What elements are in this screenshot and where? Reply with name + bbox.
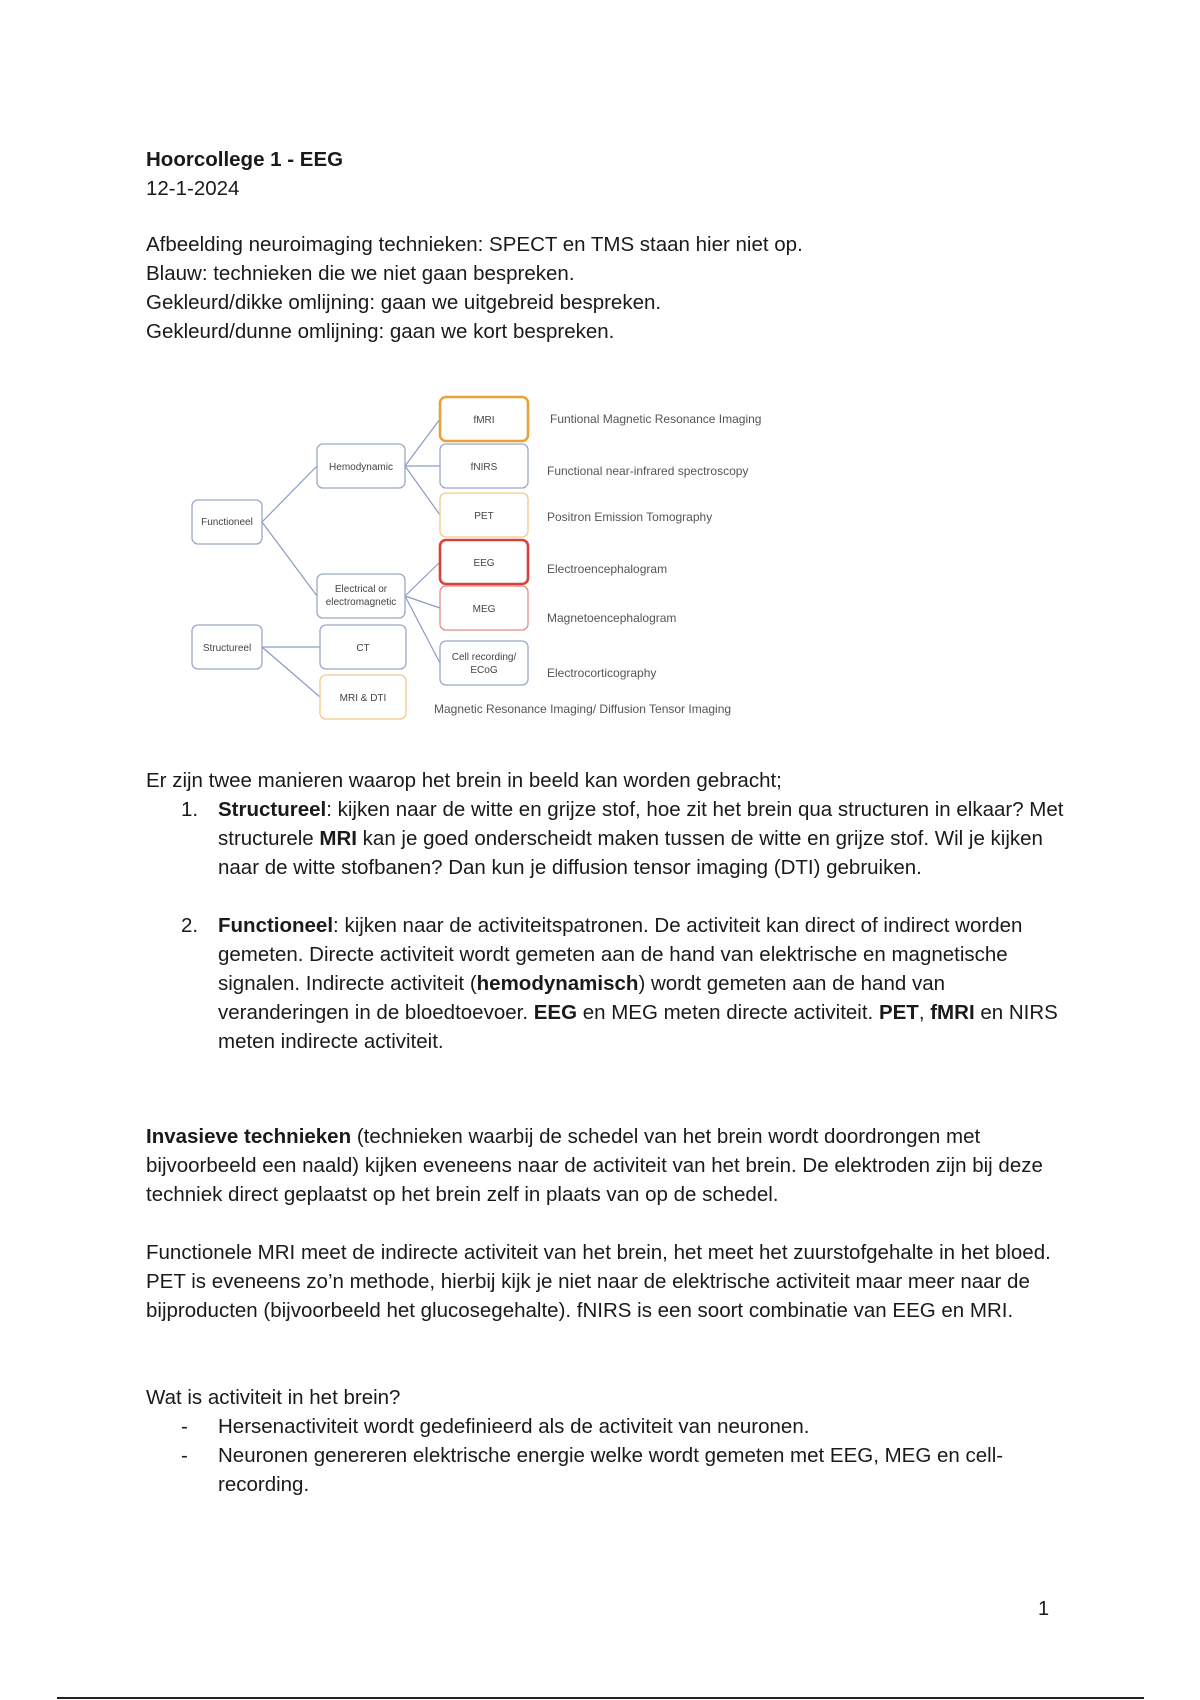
connector-functioneel-hemodynamic (262, 466, 317, 522)
node-meg-label: MEG (472, 604, 496, 615)
method-item-structureel (181, 795, 1066, 882)
desc-mri-dti: Magnetic Resonance Imaging/ Diffusion Tensor Imaging (434, 702, 732, 716)
item2-text-e: en NIRS meten indirecte activiteit. (218, 1001, 1058, 1053)
node-hemodynamic-label: Hemodynamic (329, 462, 393, 473)
node-fnirs-label: fNIRS (470, 462, 498, 473)
term-functioneel: Functioneel (218, 914, 334, 937)
connector-structureel-mri (262, 647, 320, 697)
node-cell-label-2: ECoG (470, 665, 498, 676)
node-ct-label: CT (356, 643, 370, 654)
node-functioneel-label: Functioneel (201, 517, 253, 528)
fmri-paragraph: Functionele MRI meet de indirecte activiteit van het brein, het meet het zuurstofgehalte in het bloed. PET is eveneens zo’n methode, hierbij kijk je niet naar de elektrische activiteit maar meer naar de bijproducten (bijvoorbeeld het glucosegehalte). fNIRS is een soort combinatie van EEG en MRI. (146, 1241, 1051, 1322)
dash-bullet: - (181, 1444, 188, 1467)
item1-text-a: : kijken naar de witte en grijze stof, hoe zit het brein qua structuren in elkaar? Met structurele (218, 798, 1064, 850)
page-title: Hoorcollege 1 - EEG (146, 148, 344, 171)
desc-fnirs: Functional near-infrared spectroscopy (547, 464, 749, 478)
intro-line-4: Gekleurd/dunne omlijning: gaan we kort bespreken. (146, 320, 615, 343)
bottom-divider (57, 1697, 1144, 1699)
invasive-paragraph (146, 1122, 1066, 1209)
desc-ecog: Electrocorticography (547, 666, 657, 680)
item2-text-d: , (918, 1001, 931, 1024)
term-fmri: fMRI (930, 1001, 975, 1024)
node-pet-label: PET (474, 511, 494, 522)
activity-bullet-1: Hersenactiviteit wordt gedefinieerd als de activiteit van neuronen. (218, 1415, 810, 1438)
dash-bullet: - (181, 1415, 188, 1438)
term-invasieve-technieken: Invasieve technieken (146, 1125, 352, 1148)
intro-block (146, 230, 1066, 346)
list-item (181, 1441, 1066, 1499)
invasive-text: (technieken waarbij de schedel van het brein wordt doordrongen met bijvoorbeeld een naald) kijken eveneens naar de activiteit van het brein. De elektroden zijn bij deze techniek direct geplaatst op het brein zelf in plaats van op de schedel. (146, 1125, 1043, 1206)
desc-pet: Positron Emission Tomography (547, 510, 713, 524)
item1-text-b: kan je goed onderscheidt maken tussen de witte en grijze stof. Wil je kijken naar de witte stofbanen? Dan kun je diffusion tensor imaging (DTI) gebruiken. (218, 827, 1043, 879)
methods-list (146, 795, 1066, 1056)
activity-question: Wat is activiteit in het brein? (146, 1386, 401, 1409)
term-structureel: Structureel (218, 798, 327, 821)
ways-section (146, 766, 1066, 1056)
term-mri: MRI (319, 827, 357, 850)
activity-section (146, 1383, 1066, 1499)
node-structureel-label: Structureel (202, 643, 252, 654)
node-eeg-label: EEG (473, 558, 495, 569)
node-fmri-label: fMRI (473, 415, 495, 426)
method-item-functioneel (181, 911, 1066, 1056)
item2-text-c: en MEG meten directe activiteit. (577, 1001, 879, 1024)
desc-eeg: Electroencephalogram (547, 562, 668, 576)
item2-text-b: ) wordt gemeten aan de hand van veranderingen in de bloedtoevoer. (218, 972, 946, 1024)
intro-line-1: Afbeelding neuroimaging technieken: SPECT en TMS staan hier niet op. (146, 233, 803, 256)
intro-line-2: Blauw: technieken die we niet gaan bespreken. (146, 262, 575, 285)
term-pet: PET (878, 1001, 919, 1024)
header-block (146, 145, 1066, 203)
term-hemodynamisch: hemodynamisch (476, 972, 639, 995)
connector-electrical-eeg (405, 562, 440, 596)
neuroimaging-diagram (180, 385, 800, 730)
connector-functioneel-electrical (262, 522, 317, 596)
desc-fmri: Funtional Magnetic Resonance Imaging (550, 412, 762, 426)
lecture-date: 12-1-2024 (146, 177, 240, 200)
node-mri-dti-label: MRI & DTI (339, 693, 387, 704)
item2-text-a: : kijken naar de activiteitspatronen. De activiteit kan direct of indirect worden gemeten. Directe activiteit wordt gemeten aan de hand van elektrische en magnetische signalen. Indirecte activiteit ( (218, 914, 1023, 995)
list-number: 1. (181, 798, 199, 821)
node-cell-label-1: Cell recording/ (451, 652, 517, 663)
list-number: 2. (181, 914, 199, 937)
desc-meg: Magnetoencephalogram (547, 611, 677, 625)
ways-lead: Er zijn twee manieren waarop het brein in beeld kan worden gebracht; (146, 769, 782, 792)
intro-line-3: Gekleurd/dikke omlijning: gaan we uitgebreid bespreken. (146, 291, 662, 314)
activity-bullet-2: Neuronen genereren elektrische energie welke wordt gemeten met EEG, MEG en cell-recording. (218, 1444, 1004, 1496)
list-item (181, 1412, 1066, 1441)
node-electrical (317, 574, 405, 618)
connector-hemodynamic-fmri (405, 419, 440, 466)
page-number: 1 (1038, 1598, 1050, 1620)
connector-hemodynamic-pet (405, 466, 440, 515)
node-electrical-label-1: Electrical or (334, 584, 388, 595)
term-eeg: EEG (533, 1001, 578, 1024)
node-electrical-label-2: electromagnetic (325, 597, 397, 608)
activity-list (146, 1412, 1066, 1499)
node-cell-recording (440, 641, 528, 685)
